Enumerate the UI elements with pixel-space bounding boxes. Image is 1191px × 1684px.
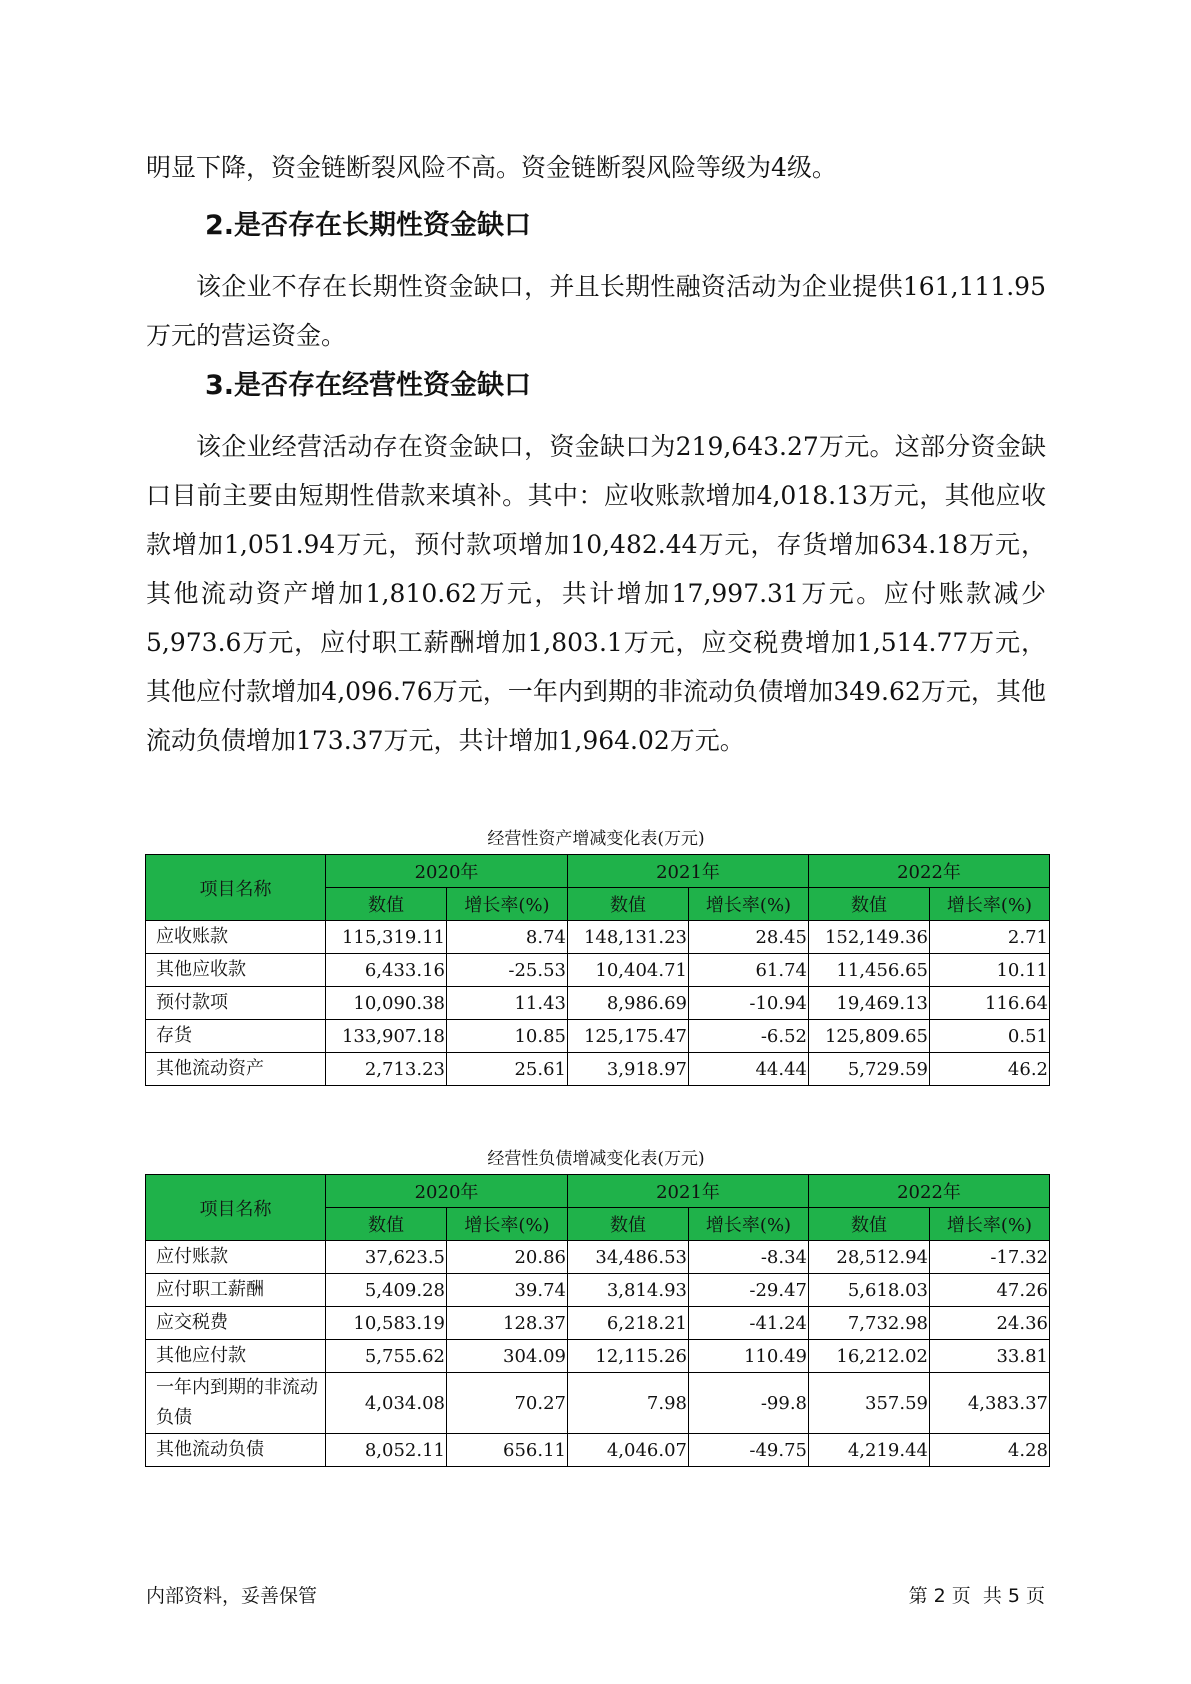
cell-value: 10,404.71 [568, 954, 689, 987]
header-year-2020: 2020年 [326, 1175, 568, 1208]
cell-growth-rate: 46.2 [930, 1053, 1050, 1086]
table-row [146, 1307, 1050, 1340]
table-row [146, 1241, 1050, 1274]
cell-growth-rate: 10.85 [447, 1020, 568, 1053]
liabilities-change-table [145, 1174, 1050, 1467]
header-value: 数值 [809, 1208, 930, 1241]
table-row [146, 954, 1050, 987]
row-item-name: 一年内到期的非流动负债 [146, 1373, 326, 1434]
cell-value: 7.98 [568, 1373, 689, 1434]
header-value: 数值 [568, 1208, 689, 1241]
cell-growth-rate: 24.36 [930, 1307, 1050, 1340]
header-rate: 增长率(%) [447, 1208, 568, 1241]
section-heading-2: 2.是否存在长期性资金缺口 [205, 210, 532, 241]
table-row [146, 1373, 1050, 1434]
cell-growth-rate: 20.86 [447, 1241, 568, 1274]
cell-growth-rate: 33.81 [930, 1340, 1050, 1373]
cell-value: 3,814.93 [568, 1274, 689, 1307]
row-item-name: 存货 [146, 1020, 326, 1053]
table-row [146, 921, 1050, 954]
cell-growth-rate: 656.11 [447, 1434, 568, 1467]
table-assets-caption: 经营性资产增减变化表(万元) [487, 829, 705, 849]
cell-growth-rate: -8.34 [689, 1241, 809, 1274]
cell-growth-rate: 2.71 [930, 921, 1050, 954]
header-year-2021: 2021年 [568, 855, 809, 888]
header-value: 数值 [568, 888, 689, 921]
cell-value: 4,034.08 [326, 1373, 447, 1434]
header-rate: 增长率(%) [930, 888, 1050, 921]
header-year-2022: 2022年 [809, 855, 1050, 888]
row-item-name: 其他应收款 [146, 954, 326, 987]
header-rate: 增长率(%) [689, 1208, 809, 1241]
cell-value: 5,409.28 [326, 1274, 447, 1307]
cell-growth-rate: -17.32 [930, 1241, 1050, 1274]
cell-value: 133,907.18 [326, 1020, 447, 1053]
cell-growth-rate: 4.28 [930, 1434, 1050, 1467]
cell-growth-rate: 44.44 [689, 1053, 809, 1086]
table-row [146, 1340, 1050, 1373]
row-item-name: 预付款项 [146, 987, 326, 1020]
cell-growth-rate: 4,383.37 [930, 1373, 1050, 1434]
cell-value: 10,090.38 [326, 987, 447, 1020]
cell-value: 12,115.26 [568, 1340, 689, 1373]
cell-value: 8,052.11 [326, 1434, 447, 1467]
cell-growth-rate: -29.47 [689, 1274, 809, 1307]
cell-value: 19,469.13 [809, 987, 930, 1020]
cell-value: 5,729.59 [809, 1053, 930, 1086]
section-heading-3: 3.是否存在经营性资金缺口 [205, 370, 532, 401]
cell-growth-rate: -25.53 [447, 954, 568, 987]
table-row [146, 1053, 1050, 1086]
cell-value: 152,149.36 [809, 921, 930, 954]
cell-value: 4,046.07 [568, 1434, 689, 1467]
assets-change-table [145, 854, 1050, 1086]
table-row [146, 1020, 1050, 1053]
header-year-2022: 2022年 [809, 1175, 1050, 1208]
cell-growth-rate: 116.64 [930, 987, 1050, 1020]
header-value: 数值 [326, 888, 447, 921]
cell-value: 37,623.5 [326, 1241, 447, 1274]
cell-growth-rate: 11.43 [447, 987, 568, 1020]
cell-growth-rate: -99.8 [689, 1373, 809, 1434]
cell-growth-rate: 8.74 [447, 921, 568, 954]
cell-value: 6,218.21 [568, 1307, 689, 1340]
cell-value: 125,809.65 [809, 1020, 930, 1053]
cell-value: 5,618.03 [809, 1274, 930, 1307]
cell-value: 10,583.19 [326, 1307, 447, 1340]
cell-growth-rate: 25.61 [447, 1053, 568, 1086]
cell-value: 4,219.44 [809, 1434, 930, 1467]
footer-page-number: 第 2 页 共 5 页 [908, 1585, 1045, 1607]
cell-growth-rate: 47.26 [930, 1274, 1050, 1307]
footer-confidential-note: 内部资料，妥善保管 [146, 1585, 318, 1607]
cell-value: 115,319.11 [326, 921, 447, 954]
cell-value: 2,713.23 [326, 1053, 447, 1086]
cell-value: 6,433.16 [326, 954, 447, 987]
table-row [146, 1434, 1050, 1467]
cell-growth-rate: 61.74 [689, 954, 809, 987]
cell-value: 16,212.02 [809, 1340, 930, 1373]
cell-value: 34,486.53 [568, 1241, 689, 1274]
row-item-name: 应收账款 [146, 921, 326, 954]
paragraph-long-term-gap: 该企业不存在长期性资金缺口，并且长期性融资活动为企业提供161,111.95万元的营运资金。 [146, 272, 1046, 350]
table-row [146, 1274, 1050, 1307]
table-row [146, 987, 1050, 1020]
header-year-2020: 2020年 [326, 855, 568, 888]
row-item-name: 应付账款 [146, 1241, 326, 1274]
cell-growth-rate: -6.52 [689, 1020, 809, 1053]
row-item-name: 其他应付款 [146, 1340, 326, 1373]
header-value: 数值 [326, 1208, 447, 1241]
cell-value: 3,918.97 [568, 1053, 689, 1086]
cell-growth-rate: 28.45 [689, 921, 809, 954]
cell-value: 5,755.62 [326, 1340, 447, 1373]
row-item-name: 其他流动资产 [146, 1053, 326, 1086]
cell-growth-rate: 70.27 [447, 1373, 568, 1434]
header-value: 数值 [809, 888, 930, 921]
header-item-name: 项目名称 [146, 855, 326, 921]
cell-value: 125,175.47 [568, 1020, 689, 1053]
cell-value: 11,456.65 [809, 954, 930, 987]
cell-growth-rate: -10.94 [689, 987, 809, 1020]
row-item-name: 应交税费 [146, 1307, 326, 1340]
row-item-name: 其他流动负债 [146, 1434, 326, 1467]
cell-value: 357.59 [809, 1373, 930, 1434]
header-rate: 增长率(%) [447, 888, 568, 921]
cell-value: 28,512.94 [809, 1241, 930, 1274]
header-rate: 增长率(%) [689, 888, 809, 921]
cell-growth-rate: 39.74 [447, 1274, 568, 1307]
cell-growth-rate: 304.09 [447, 1340, 568, 1373]
cell-growth-rate: 10.11 [930, 954, 1050, 987]
table-liabilities-caption: 经营性负债增减变化表(万元) [487, 1149, 705, 1169]
row-item-name: 应付职工薪酬 [146, 1274, 326, 1307]
header-item-name: 项目名称 [146, 1175, 326, 1241]
cell-growth-rate: 128.37 [447, 1307, 568, 1340]
cell-value: 7,732.98 [809, 1307, 930, 1340]
cell-value: 148,131.23 [568, 921, 689, 954]
header-rate: 增长率(%) [930, 1208, 1050, 1241]
paragraph-operating-gap: 该企业经营活动存在资金缺口，资金缺口为219,643.27万元。这部分资金缺口目前主要由短期性借款来填补。其中：应收账款增加4,018.13万元，其他应收款增加1,051.94万元，预付款项增加10,482.44万元，存货增加634.18万元，其他流动资产增加1,810.62万元，共计增加17,997.31万元。应付账款减少5,973.6万元，应付职工薪酬增加1,803.1万元，应交税费增加1,514.77万元，其他应付款增加4,096.76万元，一年内到期的非流动负债增加349.62万元，其他流动负债增加173.37万元，共计增加1,964.02万元。 [146, 432, 1046, 755]
cell-growth-rate: -49.75 [689, 1434, 809, 1467]
header-year-2021: 2021年 [568, 1175, 809, 1208]
cell-value: 8,986.69 [568, 987, 689, 1020]
cell-growth-rate: 110.49 [689, 1340, 809, 1373]
cell-growth-rate: 0.51 [930, 1020, 1050, 1053]
cell-growth-rate: -41.24 [689, 1307, 809, 1340]
paragraph-continued: 明显下降，资金链断裂风险不高。资金链断裂风险等级为4级。 [146, 153, 837, 182]
